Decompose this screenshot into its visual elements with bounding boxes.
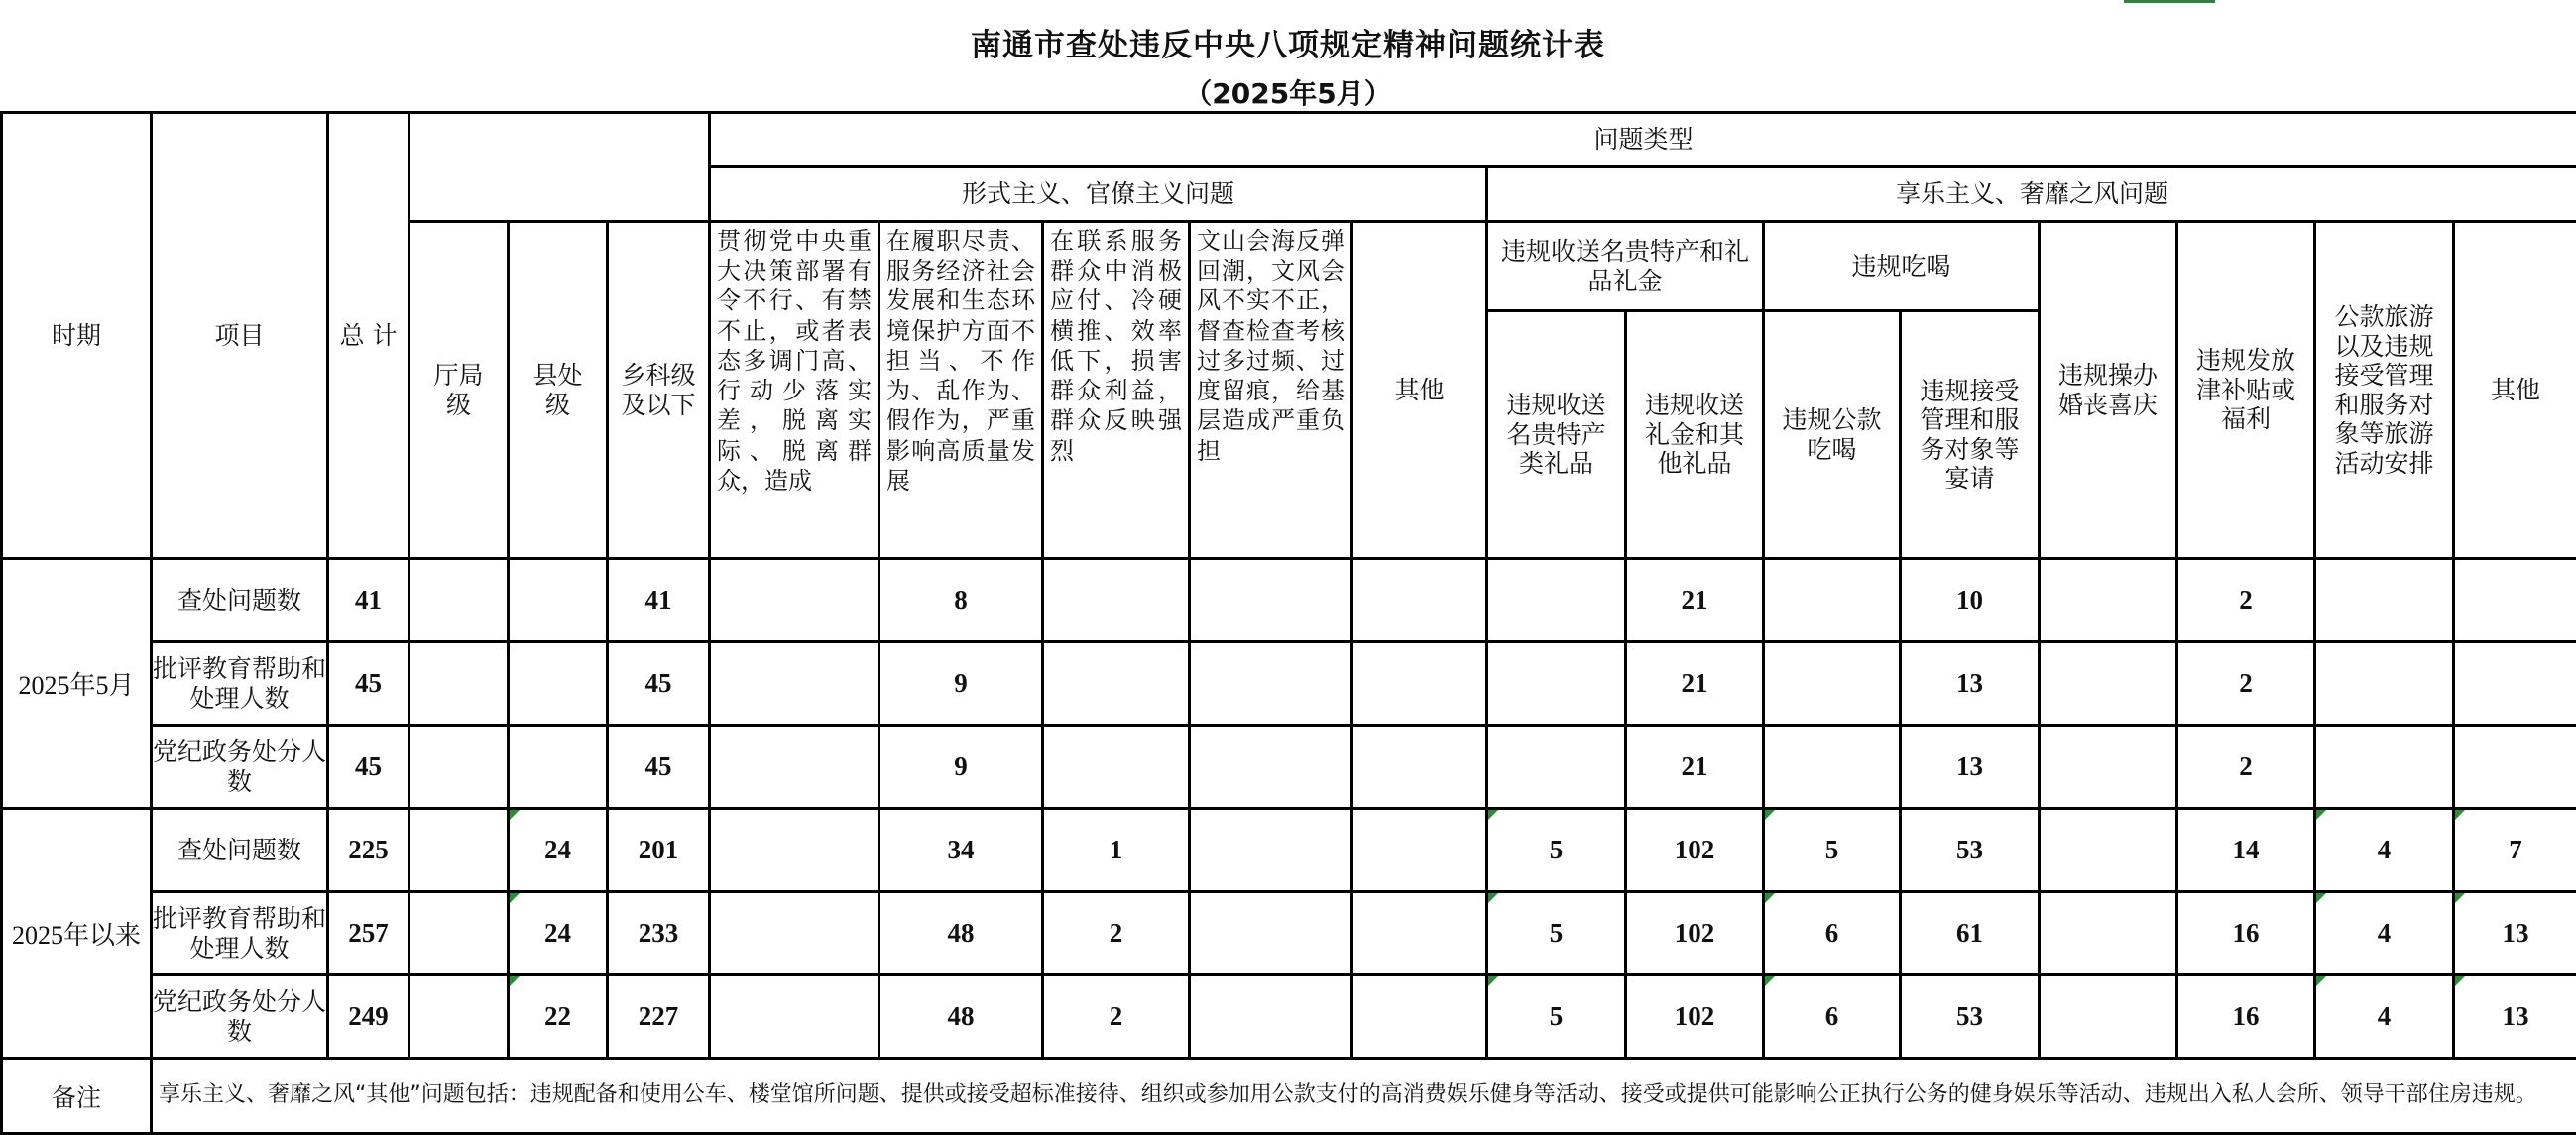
gift1-cell: 5 (1487, 809, 1626, 892)
header-h-other: 其他 (2454, 222, 2576, 559)
table-row (2, 726, 2576, 809)
eat1-cell: 6 (1764, 975, 1901, 1059)
header-eat1: 违规公款吃喝 (1764, 311, 1901, 559)
allowance-cell: 16 (2177, 975, 2315, 1059)
gift2-cell: 21 (1626, 726, 1764, 809)
f3-cell: 2 (1043, 975, 1190, 1059)
wedding-cell (2040, 726, 2177, 809)
header-hedonism: 享乐主义、奢靡之风问题 (1487, 167, 2576, 222)
header-f3 (1043, 222, 1190, 559)
travel-cell (2315, 642, 2454, 726)
township-cell: 227 (608, 975, 710, 1059)
bureau-cell (410, 642, 509, 726)
header-level-county: 县处级 (509, 222, 608, 559)
header-allowance: 违规发放津补贴或福利 (2177, 222, 2315, 559)
f1-cell (710, 726, 879, 809)
f2-cell: 9 (879, 726, 1043, 809)
wedding-cell (2040, 642, 2177, 726)
item-cell: 查处问题数 (152, 559, 328, 642)
allowance-cell: 14 (2177, 809, 2315, 892)
total-cell: 257 (328, 892, 410, 975)
allowance-cell: 2 (2177, 559, 2315, 642)
period-cell: 2025年以来 (2, 809, 152, 1059)
note-label: 备注 (2, 1059, 152, 1134)
header-wedding: 违规操办婚丧喜庆 (2040, 222, 2177, 559)
gift2-cell: 102 (1626, 892, 1764, 975)
f1-cell (710, 809, 879, 892)
green-mark (2124, 0, 2215, 3)
other-cell (2454, 726, 2576, 809)
travel-cell (2315, 559, 2454, 642)
allowance-cell: 2 (2177, 726, 2315, 809)
allowance-cell: 2 (2177, 642, 2315, 726)
wedding-cell (2040, 809, 2177, 892)
township-cell: 201 (608, 809, 710, 892)
other-cell (2454, 642, 2576, 726)
item-cell: 党纪政务处分人数 (152, 726, 328, 809)
bureau-cell (410, 892, 509, 975)
total-cell: 45 (328, 642, 410, 726)
f3-cell: 2 (1043, 892, 1190, 975)
wedding-cell (2040, 559, 2177, 642)
f3-cell (1043, 642, 1190, 726)
item-cell: 党纪政务处分人数 (152, 975, 328, 1059)
eat1-cell: 6 (1764, 892, 1901, 975)
other-cell: 7 (2454, 809, 2576, 892)
f3-cell (1043, 559, 1190, 642)
eat2-cell: 61 (1901, 892, 2040, 975)
allowance-cell: 16 (2177, 892, 2315, 975)
bureau-cell (410, 559, 509, 642)
gift1-cell: 5 (1487, 892, 1626, 975)
gift2-cell: 21 (1626, 642, 1764, 726)
county-cell: 24 (509, 809, 608, 892)
f5-cell (1352, 559, 1487, 642)
eat1-cell: 5 (1764, 809, 1901, 892)
eat1-cell (1764, 559, 1901, 642)
header-f3-text: 在联系服务群众中消极应付、冷硬横推、效率低下，损害群众利益，群众反映强烈 (1050, 226, 1182, 553)
f1-cell (710, 559, 879, 642)
table-row (2, 892, 2576, 975)
table-row (2, 975, 2576, 1059)
header-travel: 公款旅游以及违规接受管理和服务对象等旅游活动安排 (2315, 222, 2454, 559)
f4-cell (1190, 642, 1352, 726)
gift2-cell: 102 (1626, 975, 1764, 1059)
travel-cell: 4 (2315, 809, 2454, 892)
header-f1 (710, 222, 879, 559)
bureau-cell (410, 975, 509, 1059)
eat2-cell: 10 (1901, 559, 2040, 642)
note-text: 享乐主义、奢靡之风“其他”问题包括：违规配备和使用公车、楼堂馆所问题、提供或接受超标准接待、组织或参加用公款支付的高消费娱乐健身等活动、接受或提供可能影响公正执行公务的健身娱乐等活动、违规出入私人会所、领导干部住房违规。 (152, 1059, 2576, 1134)
f4-cell (1190, 892, 1352, 975)
f3-cell (1043, 726, 1190, 809)
table-title: 南通市查处违反中央八项规定精神问题统计表 (0, 20, 2576, 64)
f3-cell: 1 (1043, 809, 1190, 892)
eat1-cell (1764, 642, 1901, 726)
gift2-cell: 21 (1626, 559, 1764, 642)
table-row (2, 642, 2576, 726)
other-cell (2454, 559, 2576, 642)
header-period: 时期 (2, 113, 152, 559)
header-level-township: 乡科级及以下 (608, 222, 710, 559)
f4-cell (1190, 809, 1352, 892)
gift1-cell: 5 (1487, 975, 1626, 1059)
f1-cell (710, 642, 879, 726)
eat2-cell: 13 (1901, 642, 2040, 726)
header-formalism: 形式主义、官僚主义问题 (710, 167, 1487, 222)
header-eat2: 违规接受管理和服务对象等宴请 (1901, 311, 2040, 559)
wedding-cell (2040, 975, 2177, 1059)
header-level-bureau: 厅局级 (410, 222, 509, 559)
township-cell: 45 (608, 726, 710, 809)
eat2-cell: 53 (1901, 809, 2040, 892)
f1-cell (710, 975, 879, 1059)
item-cell: 批评教育帮助和处理人数 (152, 642, 328, 726)
f5-cell (1352, 892, 1487, 975)
eat2-cell: 53 (1901, 975, 2040, 1059)
f4-cell (1190, 559, 1352, 642)
travel-cell: 4 (2315, 975, 2454, 1059)
f4-cell (1190, 975, 1352, 1059)
header-item: 项目 (152, 113, 328, 559)
header-f4 (1190, 222, 1352, 559)
header-f2 (879, 222, 1043, 559)
header-total: 总 计 (328, 113, 410, 559)
travel-cell (2315, 726, 2454, 809)
statistics-table (0, 111, 2576, 1135)
f2-cell: 9 (879, 642, 1043, 726)
bureau-cell (410, 809, 509, 892)
f2-cell: 48 (879, 975, 1043, 1059)
gift1-cell (1487, 726, 1626, 809)
header-gift1: 违规收送名贵特产类礼品 (1487, 311, 1626, 559)
total-cell: 45 (328, 726, 410, 809)
header-eat-group: 违规吃喝 (1764, 222, 2040, 311)
township-cell: 45 (608, 642, 710, 726)
header-gift2: 违规收送礼金和其他礼品 (1626, 311, 1764, 559)
f5-cell (1352, 809, 1487, 892)
gift1-cell (1487, 642, 1626, 726)
township-cell: 41 (608, 559, 710, 642)
county-cell: 24 (509, 892, 608, 975)
table-row (2, 809, 2576, 892)
county-cell: 22 (509, 975, 608, 1059)
wedding-cell (2040, 892, 2177, 975)
county-cell (509, 642, 608, 726)
f2-cell: 8 (879, 559, 1043, 642)
header-f2-text: 在履职尽责、服务经济社会发展和生态环境保护方面不担当、不作为、乱作为、假作为，严重影响高质量发展 (886, 226, 1035, 553)
eat2-cell: 13 (1901, 726, 2040, 809)
total-cell: 249 (328, 975, 410, 1059)
item-cell: 批评教育帮助和处理人数 (152, 892, 328, 975)
other-cell: 13 (2454, 975, 2576, 1059)
period-cell: 2025年5月 (2, 559, 152, 809)
township-cell: 233 (608, 892, 710, 975)
header-gift-group: 违规收送名贵特产和礼品礼金 (1487, 222, 1764, 311)
table-subtitle: （2025年5月） (0, 72, 2576, 112)
header-f5: 其他 (1352, 222, 1487, 559)
note-row (2, 1059, 2576, 1134)
county-cell (509, 559, 608, 642)
travel-cell: 4 (2315, 892, 2454, 975)
f2-cell: 34 (879, 809, 1043, 892)
f5-cell (1352, 642, 1487, 726)
county-cell (509, 726, 608, 809)
gift2-cell: 102 (1626, 809, 1764, 892)
f5-cell (1352, 726, 1487, 809)
header-f4-text: 文山会海反弹回潮，文风会风不实不正，督查检查考核过多过频、过度留痕，给基层造成严重负担 (1197, 226, 1345, 553)
title-area (0, 0, 2576, 111)
gift1-cell (1487, 559, 1626, 642)
header-f1-text: 贯彻党中央重大决策部署有令不行、有禁不止，或者表态多调门高、行动少落实差，脱离实际、脱离群众，造成 (717, 226, 872, 553)
f1-cell (710, 892, 879, 975)
header-problem-type: 问题类型 (710, 113, 2576, 167)
item-cell: 查处问题数 (152, 809, 328, 892)
other-cell: 13 (2454, 892, 2576, 975)
f2-cell: 48 (879, 892, 1043, 975)
total-cell: 41 (328, 559, 410, 642)
f4-cell (1190, 726, 1352, 809)
bureau-cell (410, 726, 509, 809)
header-blank (410, 113, 710, 222)
f5-cell (1352, 975, 1487, 1059)
total-cell: 225 (328, 809, 410, 892)
table-row (2, 559, 2576, 642)
eat1-cell (1764, 726, 1901, 809)
